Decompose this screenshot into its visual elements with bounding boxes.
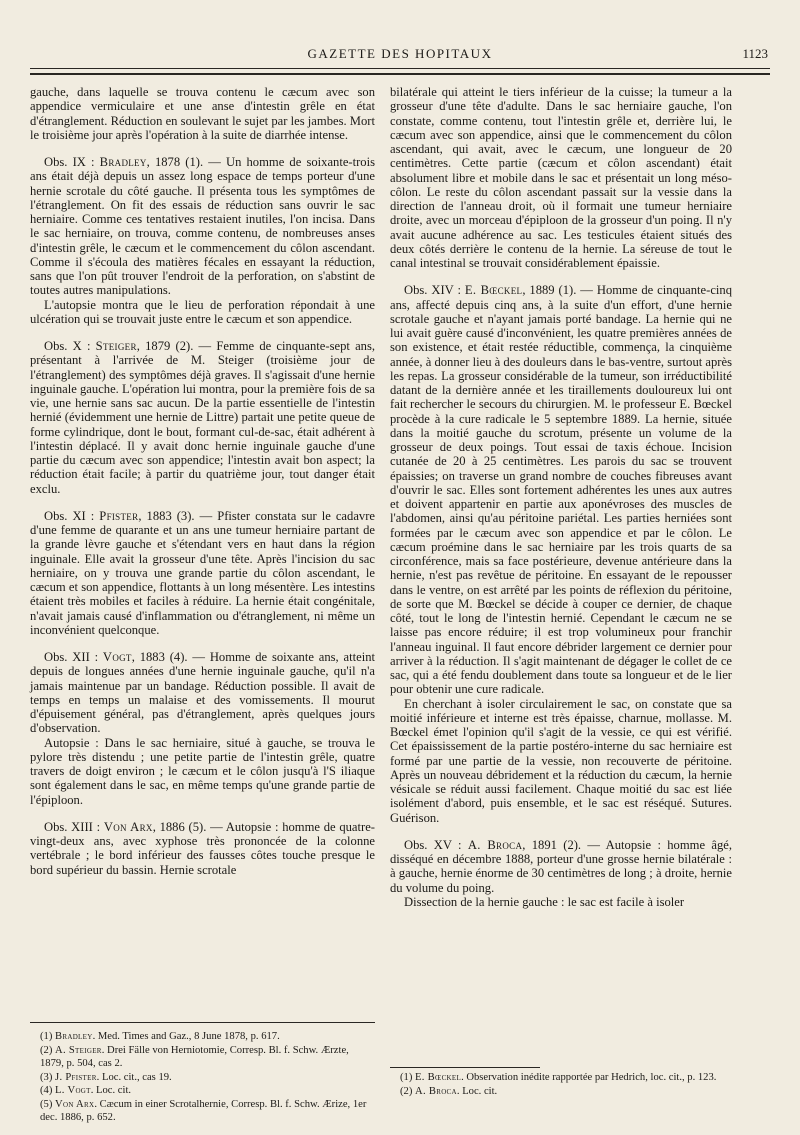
page-number: 1123 — [742, 46, 768, 61]
obs-ref: , 1886 (5). — — [152, 819, 226, 834]
footnotes-left — [40, 1030, 375, 1125]
obs-text: Autopsie : homme de quatre-vingt-deux ans, avec xyphose très prononcée de la colonne vertébrale ; le bord inférieur des fausses côtes touche presque le bord supérieur du bassin. Hernie scrotale — [30, 819, 375, 877]
obs-author: Pfister — [99, 508, 139, 523]
footnote: (3) J. Pfister. Loc. cit., cas 19. — [40, 1071, 172, 1083]
footnotes-right — [400, 1071, 732, 1098]
paragraph-continuation: bilatérale qui atteint le tiers inférieur de la cuisse; la tumeur a la grosseur d'une tête d'adulte. Dans le sac herniaire gauche, l'on constate, comme contenu, tout l'intestin grêle et, derrière lui, le cæcum avec son appendice, ainsi que le commencement du côlon ascendant, qui avait, avec le cæcum, une longueur de 20 centimètres. Cette partie (cæcum et côlon ascendant) était absolument libre et mobile dans le sac et présentait un long méso-côlon. Le reste du côlon ascendant passait sur la vessie dans la direction de l'anneau droit, où il formait une tumeur herniaire droite, avec un morceau d'épiploon de la grosseur d'un poing. Il n'y avait aucune adhérence au sac. Les testicules étaient situés des deux côtés derrière le contenu de la hernie. La séreuse de tout le canal intestinal se trouvait considérablement épaissie. — [390, 85, 732, 270]
obs-label: Obs. XIV : — [404, 283, 465, 298]
obs-label: Obs. X : — [44, 339, 96, 353]
footnote: (2) A. Steiger. Drei Fälle von Herniotomie, Corresp. Bl. f. Schw. Ærzte, 1879, p. 504, cas 2. — [40, 1044, 349, 1069]
journal-title: GAZETTE DES HOPITAUX — [307, 46, 493, 61]
footnote: (2) A. Broca. Loc. cit. — [400, 1085, 498, 1097]
obs-label: Obs. XII : — [44, 650, 103, 664]
header-rule-top — [30, 68, 770, 69]
obs-ref: , 1889 (1). — — [522, 283, 597, 298]
footnote-rule-left — [30, 1022, 375, 1023]
footnote: (4) L. Vogt. Loc. cit. — [40, 1085, 132, 1096]
obs-ref: , 1891 (2). — — [522, 837, 606, 852]
obs-ref: , 1883 (3). — — [138, 508, 218, 523]
obs-ref: , 1879 (2). — — [136, 339, 217, 353]
header-rule-bottom — [30, 73, 770, 75]
obs-author: Steiger — [95, 339, 137, 353]
obs-ref: , 1878 (1). — — [146, 155, 226, 169]
footnote-rule-right — [390, 1067, 540, 1068]
obs-text: Homme de cinquante-cinq ans, affecté depuis cinq ans, à la suite d'un effort, d'une hernie scrotale gauche et n'ayant jamais porté bandage. La hernie qui ne lui avait guère causé d'inconvénient, les quatre premières années de son existence, et était restée réductible, commença, la cinquième année, à donner lieu à des douleurs dans le bas-ventre, surtout après les repas. La grosseur considérable de la tumeur, son irréductibilité datant de la dernière année et les tiraillements douloureux lui ont fait rechercher le secours du chirurgien. M. le professeur E. Bœckel procède à la cure radicale le 5 septembre 1889. La hernie, située dans la moitié gauche du scrotum, présente un volume de la grosseur de deux poings. Tout essai de taxis échoue. Incision cutanée de 20 à 25 centimètres. Les parois du sac se trouvent épaissies; on traverse un grand nombre de couches fibreuses avant d'ouvrir le sac. Elles sont fortement adhérentes les unes aux autres et doivent appartenir en partie aux aponévroses des muscles de l'abdomen, ainsi qu'au péritoine pariétal. Les parties herniées sont formées par le cæcum avec son appendice et par le côlon. Le cæcum proémine dans le sac herniaire par les trois quarts de sa circonférence, mais sa face postérieure, devenue antérieure dans la hernie, n'est pas revêtue de péritoine. En essayant de le repousser dans le ventre, on est arrêté par les points de réflexion du péritoine, de sorte que M. Bœckel se décide à couper ce dernier, de chaque côté, tout le long de l'intestin hernié. Cependant le cæcum ne se laisse pas encore réduire; il est trop volumineux pour franchir l'anneau inguinal. Il faut encore débrider largement ce dernier pour arriver à la réduction. Il s'agit maintenant de dégager le collet de ce sac, qui a été fendu doublement dans toute sa longueur et de le lier pour obtenir une cure radicale. — [390, 283, 733, 697]
obs-text: Femme de cinquante-sept ans, présentant à l'arrivée de M. Steiger (troisième jour de l'étranglement) des symptômes déjà graves. Il s'agissait d'une hernie inguinale gauche. L'opération lui montra, pour la première fois de sa vie, une hernie sans sac aucun. De la partie essentielle de l'intestin hernié (évidemment une hernie de Littre) partait une petite queue de forme cylindrique, dont le bout, formant cul-de-sac, était adhérent à l'intestin déplacé. Il y avait donc hernie inguinale gauche d'une partie du cæcum avec son appendice; l'intestin avait bon aspect; la réduction était facile; à partir du quatrième jour, tout danger était exclu. — [30, 339, 376, 496]
left-column — [30, 85, 375, 1070]
observation-12-autopsy: Autopsie : Dans le sac herniaire, situé à gauche, se trouva le pylore très distendu ; une petite partie de l'intestin grêle, quatre travers de doigt environ ; le cæcum et le côlon jusqu'à l'S iliaque sont également dans le sac, en même temps qu'une grande partie de l'épiploon. — [30, 735, 375, 807]
obs-text: Autopsie : homme âgé, disséqué en décembre 1888, porteur d'une grosse hernie bilatérale : à gauche, hernie énorme de 30 centimètres de long ; à droite, hernie du volume du poing. — [390, 837, 732, 895]
obs-text: Homme de soixante ans, atteint depuis de longues années d'une hernie inguinale gauche, qu'il n'a jamais maintenue par un bandage. Réduction possible. Il avait de temps en temps un malaise et des vomissements. Il mourut d'épuisement général, pas d'étranglement, après quelques jours d'observation. — [30, 650, 375, 736]
footnote: (1) Bradley. Med. Times and Gaz., 8 June 1878, p. 617. — [40, 1031, 280, 1042]
observation-12 — [30, 650, 375, 736]
obs-label: Obs. XV : — [404, 837, 468, 852]
footnote: (5) Von Arx. Cæcum in einer Scrotalhernie, Corresp. Bl. f. Schw. Ærize, 1er dec. 1886, p. 652. — [40, 1098, 367, 1123]
observation-13 — [30, 820, 375, 877]
obs-author: Von Arx — [103, 819, 153, 834]
obs-label: Obs. IX : — [44, 155, 100, 169]
obs-label: Obs. XIII : — [44, 819, 104, 834]
observation-11 — [30, 509, 375, 637]
obs-text: Pfister constata sur le cadavre d'une femme de quarante et un ans une tumeur herniaire partant de la grande lèvre gauche et s'étendant vers en haut dans la région inguinale. Elle avait la grosseur d'une tête. Après l'incision du sac herniaire, on y trouva une grande partie du côlon ascendant, le cæcum et son appendice, flottants à un long mésentère. Les intestins étaient très mobiles et faciles à réduire. La hernie était congénitale, n'avait jamais causé d'inflammation ou d'étranglement, ni même un inconvénient quelconque. — [30, 508, 375, 637]
obs-author: Bradley — [99, 155, 147, 169]
obs-author: A. Broca — [467, 837, 523, 852]
page-header — [30, 44, 770, 64]
paragraph-continuation: gauche, dans laquelle se trouva contenu le cæcum avec son appendice vermiculaire et une anse d'intestin grêle en état d'étranglement. Réduction en soulevant le sujet par les jambes. Mort le troisième jour après l'opération à la suite de diarrhée intense. — [30, 85, 375, 142]
observation-10 — [30, 339, 375, 496]
obs-ref: , 1883 (4). — — [131, 650, 210, 664]
footnote: (1) E. Bœckel. Observation inédite rapportée par Hedrich, loc. cit., p. 123. — [400, 1072, 717, 1083]
observation-14-continued: En cherchant à isoler circulairement le sac, on constate que sa moitié inférieure et interne est très épaisse, charnue, mollasse. M. Bœckel émet l'opinion qu'il s'agit de la vessie, ce qui est vérifié. Cet épaississement de la partie postéro-interne du sac herniaire est formé par une partie de la vessie, non recouverte de péritoine. Après un nouveau débridement et la réduction du cæcum, la hernie vésicale se réduit aussi facilement. Chaque moitié du sac est liée isolément d'abord, puis ensemble, et le sac est réséqué. Sutures. Guérison. — [390, 696, 732, 825]
obs-text: Un homme de soixante-trois ans était déjà depuis un assez long espace de temps porteur d'une hernie scrotale du côté gauche. Il présenta tous les symptômes de l'étranglement. On fit des essais de réduction sans ouvrir le sac herniaire. Comme ces tentatives restaient inutiles, l'on incisa. Dans le sac herniaire, on trouva, comme contenu, de nombreuses anses d'intestin grêle, le cæcum et le commencement du côlon ascendant. Comme il s'écoula des matières fécales en essayant la réduction, sans que l'on pût trouver l'endroit de la perforation, on s'abstint de toutes autres manipulations. — [30, 155, 376, 298]
obs-author: E. Bœckel — [464, 283, 523, 298]
observation-15-dissection: Dissection de la hernie gauche : le sac est facile à isoler — [404, 894, 685, 909]
observation-9 — [30, 155, 375, 298]
obs-label: Obs. XI : — [44, 508, 100, 523]
observation-9-autopsy: L'autopsie montra que le lieu de perforation répondait à une ulcération qui se trouvait juste entre le cæcum et son appendice. — [30, 297, 375, 326]
obs-author: Vogt — [102, 650, 132, 664]
observation-15 — [390, 838, 732, 895]
observation-14 — [390, 283, 732, 696]
right-column — [390, 85, 732, 1070]
